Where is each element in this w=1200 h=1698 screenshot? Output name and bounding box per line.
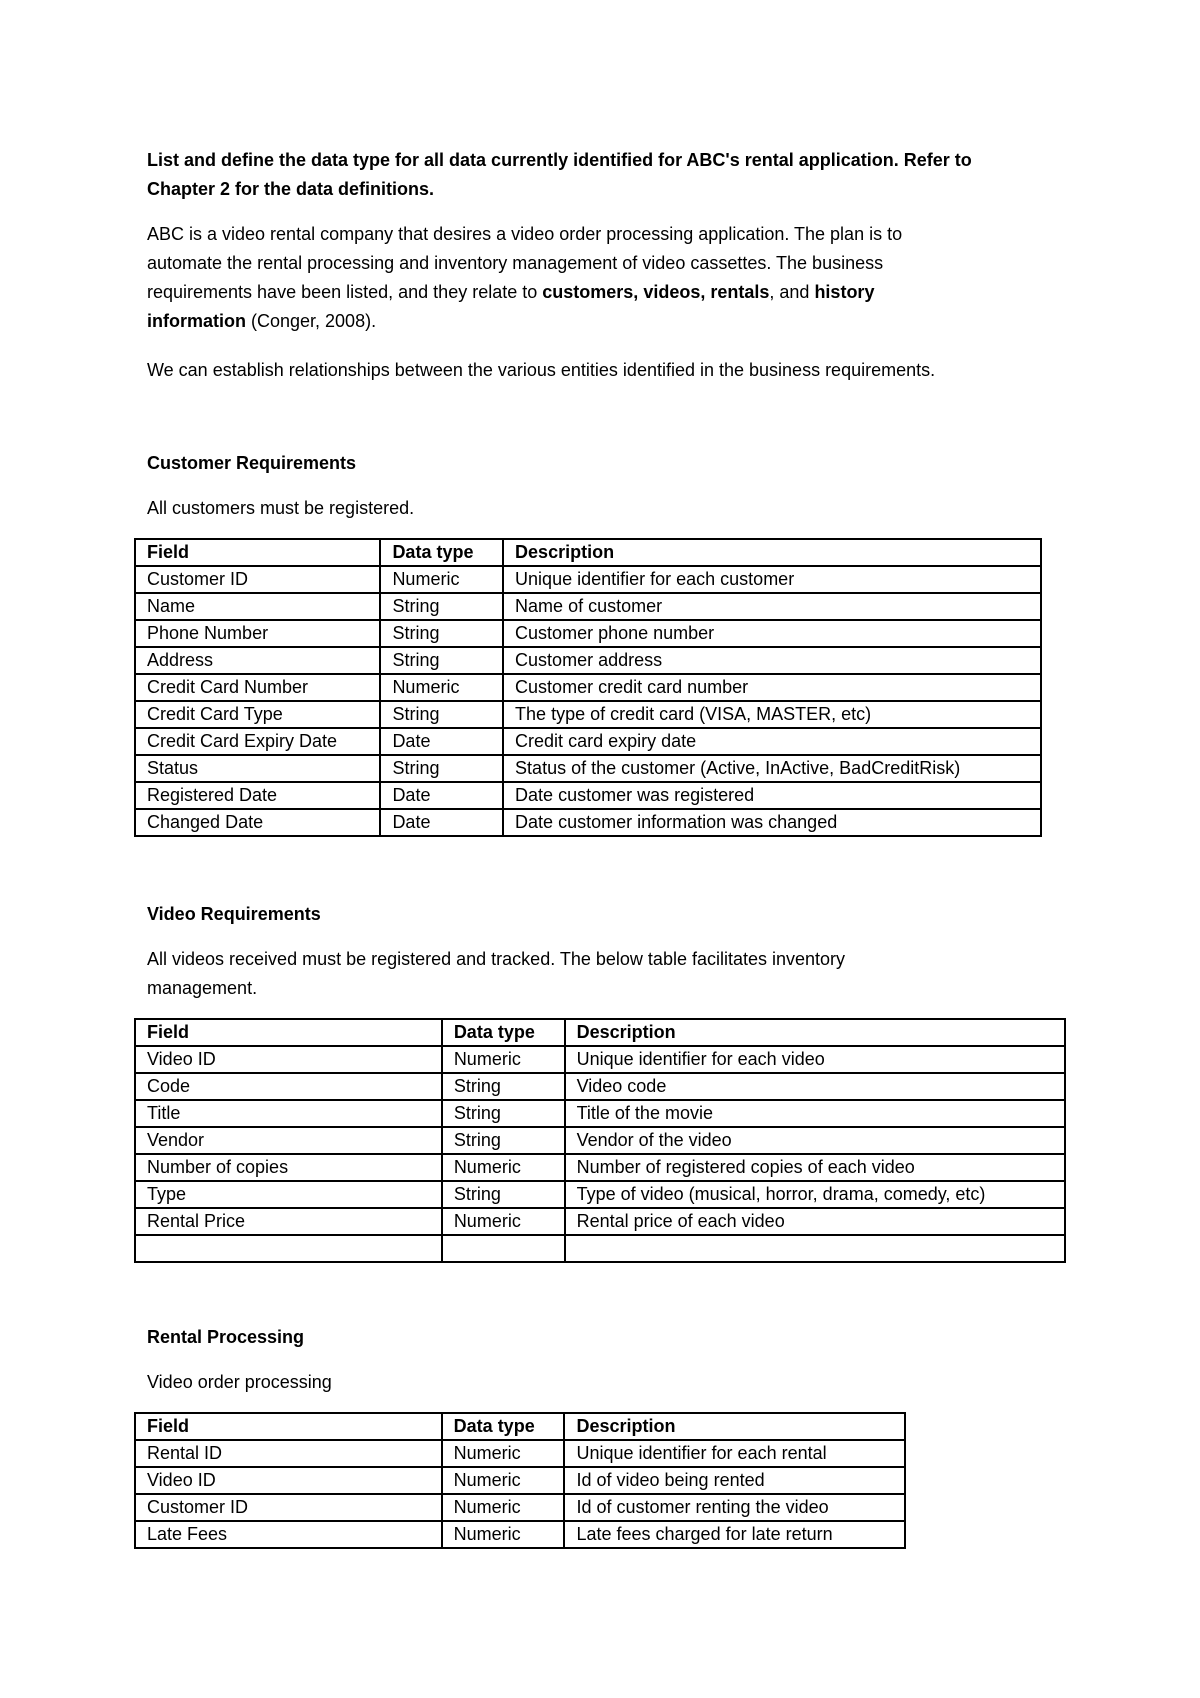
table-row [135,1100,1065,1127]
table-cell: Customer ID [135,1494,442,1521]
table-cell: Numeric [442,1440,565,1467]
table-cell: Numeric [442,1046,565,1073]
table-cell: Late Fees [135,1521,442,1548]
intro-line-1: ABC is a video rental company that desires a video order processing application. The plan is to [147,224,903,244]
keyword-rentals: rentals [710,282,770,302]
table-row [135,566,1041,593]
table-cell: Unique identifier for each customer [503,566,1041,593]
table-row [135,1521,905,1548]
table-row [135,1181,1065,1208]
table-cell: String [380,701,503,728]
table-cell: Credit card expiry date [503,728,1041,755]
table-cell: Video ID [135,1467,442,1494]
table-cell: Date [380,728,503,755]
table-cell: Date [380,782,503,809]
customer-requirements-table [134,538,1042,837]
question-line-1: List and define the data type for all data currently identified for ABC's rental application. Refer to [147,150,972,170]
table-cell: Code [135,1073,442,1100]
column-header: Field [135,1019,442,1046]
table-cell: String [442,1127,565,1154]
table-row [135,1127,1065,1154]
column-header: Description [503,539,1041,566]
table-row [135,728,1041,755]
keyword-information: information [147,311,246,331]
citation: (Conger, 2008). [246,311,377,331]
rental-processing-subtitle: Video order processing [147,1372,332,1392]
table-row [135,674,1041,701]
column-header: Data type [442,1019,565,1046]
video-requirements-subtitle [147,945,1067,1003]
table-cell: Customer address [503,647,1041,674]
table-cell: Name [135,593,380,620]
table-cell: Date customer information was changed [503,809,1041,836]
table-cell: String [380,647,503,674]
rental-processing-table [134,1412,906,1549]
table-cell [135,1235,442,1262]
table-cell: Date customer was registered [503,782,1041,809]
table-cell: Customer ID [135,566,380,593]
video-subtitle-line-1: All videos received must be registered and tracked. The below table facilitates inventory [147,949,846,969]
table-row [135,1235,1065,1262]
table-cell: Number of registered copies of each video [565,1154,1065,1181]
table-row [135,620,1041,647]
table-header-row [135,1413,905,1440]
keyword-history: history [814,282,875,302]
column-header: Description [565,1019,1065,1046]
table-cell: Rental Price [135,1208,442,1235]
column-header: Description [564,1413,905,1440]
table-cell: Numeric [442,1467,565,1494]
video-requirements-heading: Video Requirements [147,904,321,924]
table-cell: Customer credit card number [503,674,1041,701]
table-row [135,1494,905,1521]
table-row [135,1154,1065,1181]
table-header-row [135,539,1041,566]
table-cell: Changed Date [135,809,380,836]
keyword-customers: customers [542,282,634,302]
table-cell: Title of the movie [565,1100,1065,1127]
table-row [135,1467,905,1494]
keyword-videos: videos [643,282,701,302]
table-cell: Numeric [380,566,503,593]
table-cell: Type [135,1181,442,1208]
table-cell: Numeric [442,1521,565,1548]
table-cell: String [442,1100,565,1127]
question-heading [147,146,1067,204]
table-cell: Numeric [442,1494,565,1521]
table-cell: Name of customer [503,593,1041,620]
table-cell: Unique identifier for each rental [564,1440,905,1467]
table-cell: Phone Number [135,620,380,647]
table-cell: Id of customer renting the video [564,1494,905,1521]
video-requirements-table [134,1018,1066,1263]
intro-and-text: , and [769,282,815,302]
intro-line-3: requirements have been listed, and they relate to [147,282,543,302]
table-row [135,1073,1065,1100]
column-header: Data type [380,539,503,566]
table-cell: String [380,755,503,782]
table-cell [565,1235,1065,1262]
table-cell: Numeric [442,1208,565,1235]
intro-paragraph [147,220,1067,336]
table-cell: Vendor of the video [565,1127,1065,1154]
column-header: Field [135,1413,442,1440]
column-header: Data type [442,1413,565,1440]
column-header: Field [135,539,380,566]
table-cell: Numeric [442,1154,565,1181]
table-cell: Title [135,1100,442,1127]
keyword-separator: , [633,282,644,302]
question-line-2: Chapter 2 for the data definitions. [147,179,435,199]
intro-line-2: automate the rental processing and inventory management of video cassettes. The business [147,253,884,273]
table-row [135,782,1041,809]
table-row [135,647,1041,674]
table-cell: Credit Card Number [135,674,380,701]
table-cell: String [442,1073,565,1100]
table-cell: Address [135,647,380,674]
relationships-paragraph: We can establish relationships between the various entities identified in the business requirements. [147,360,936,380]
table-cell: Rental price of each video [565,1208,1065,1235]
video-subtitle-line-2: management. [147,978,258,998]
table-cell: Customer phone number [503,620,1041,647]
table-cell: Video ID [135,1046,442,1073]
table-row [135,809,1041,836]
table-cell [442,1235,565,1262]
table-cell: Late fees charged for late return [564,1521,905,1548]
table-row [135,1208,1065,1235]
customer-requirements-subtitle: All customers must be registered. [147,498,415,518]
table-cell: Video code [565,1073,1065,1100]
table-cell: Id of video being rented [564,1467,905,1494]
keyword-separator: , [700,282,711,302]
table-cell: Credit Card Expiry Date [135,728,380,755]
table-cell: String [442,1181,565,1208]
table-cell: String [380,620,503,647]
table-cell: Numeric [380,674,503,701]
table-cell: Credit Card Type [135,701,380,728]
table-row [135,701,1041,728]
table-row [135,1046,1065,1073]
table-row [135,755,1041,782]
table-cell: Unique identifier for each video [565,1046,1065,1073]
table-cell: Vendor [135,1127,442,1154]
table-row [135,593,1041,620]
table-cell: Status of the customer (Active, InActive, BadCreditRisk) [503,755,1041,782]
table-cell: Date [380,809,503,836]
customer-requirements-heading: Customer Requirements [147,453,357,473]
table-cell: Type of video (musical, horror, drama, comedy, etc) [565,1181,1065,1208]
table-cell: String [380,593,503,620]
table-cell: Number of copies [135,1154,442,1181]
table-row [135,1440,905,1467]
table-cell: Registered Date [135,782,380,809]
rental-processing-heading: Rental Processing [147,1327,305,1347]
table-cell: Rental ID [135,1440,442,1467]
table-header-row [135,1019,1065,1046]
table-cell: The type of credit card (VISA, MASTER, etc) [503,701,1041,728]
table-cell: Status [135,755,380,782]
